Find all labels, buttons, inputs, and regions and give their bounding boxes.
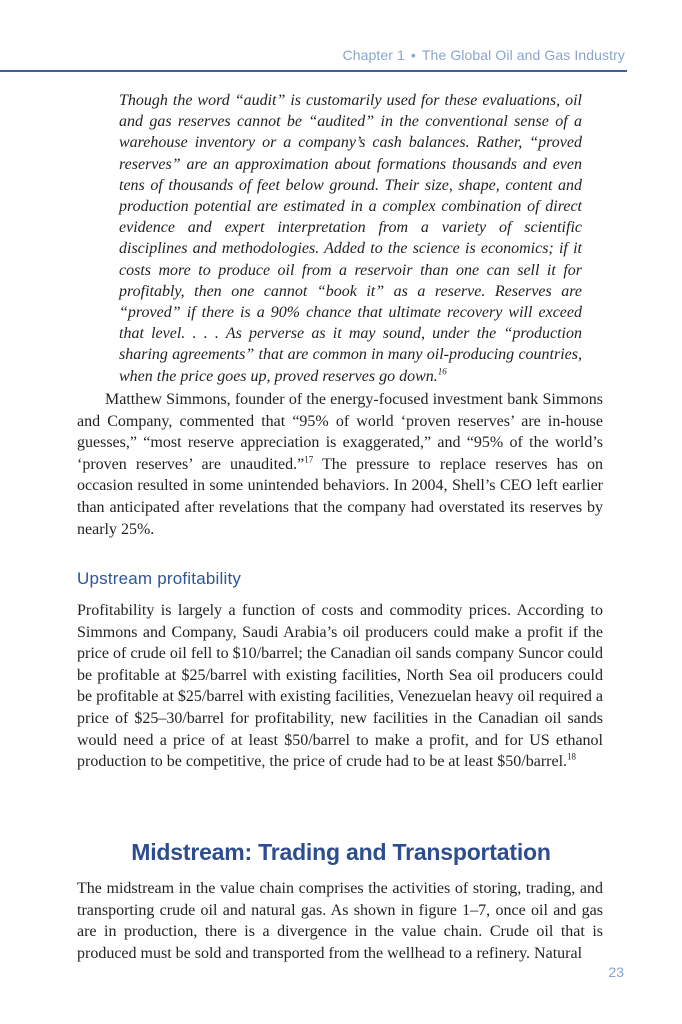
paragraph-upstream-profitability <box>77 600 603 773</box>
paragraph-midstream <box>77 878 603 964</box>
running-head <box>343 47 626 63</box>
endnote-ref-17: 17 <box>304 454 314 465</box>
endnote-ref-16: 16 <box>437 366 447 377</box>
block-quote <box>119 90 582 387</box>
chapter-label: Chapter 1 <box>342 47 405 63</box>
paragraph-text: Profitability is largely a function of costs and commodity prices. According to Simmons and Company, Saudi Arabia’s oil producers could make a profit if the price of crude oil fell to $10/barrel; the Canadian oil sands company Suncor could be profitable at $25/barrel with existing facilities, North Sea oil producers could be profitable at $25/barrel with existing facilities, Venezuelan heavy oil required a price of $25–30/barrel for profitability, new facilities in the Canadian oil sands would need a price of at least $50/barrel to make a profit, and for US ethanol production to be competitive, the price of crude had to be at least $50/barrel. <box>77 602 603 771</box>
paragraph-text-continued: The pressure to replace reserves has on occasion resulted in some unintended behaviors. In 2004, Shell’s CEO left earlier than anticipated after revelations that the company had overstated its reserves by nearly 25%. <box>77 455 603 538</box>
endnote-ref-18: 18 <box>567 751 577 762</box>
header-rule <box>0 70 627 72</box>
block-quote-text: Though the word “audit” is customarily used for these evaluations, oil and gas reserves cannot be “audited” in the conventional sense of a warehouse inventory or a company’s cash balances. Rather, “proved reserves” are an approximation about formations thousands and even tens of thousands of feet below ground. Their size, shape, content and production potential are estimated in a complex combination of direct evidence and expert interpretation from a variety of scientific disciplines and methodologies. Added to the science is economics; if it costs more to produce oil from a reservoir than one can sell it for profitably, then one cannot “book it” as a reserve. Reserves are “proved” if there is a 90% chance that ultimate recovery will exceed that level. . . . As perverse as it may sound, under the “production sharing agreements” that are common in many oil-producing countries, when the price goes up, proved reserves go down. <box>119 92 582 385</box>
running-head-title: The Global Oil and Gas Industry <box>421 47 625 63</box>
running-head-separator: • <box>410 47 416 63</box>
subsection-heading: Upstream profitability <box>77 569 242 588</box>
paragraph-reserves-criticism <box>77 389 603 540</box>
paragraph-text: Matthew Simmons, founder of the energy-focused investment bank Simmons and Company, commented that “95% of world ‘proven reserves’ are in-house guesses,” “most reserve appreciation is exaggerated,” and “95% of the world’s ‘proven reserves’ are unaudited.” <box>77 391 603 473</box>
section-heading: Midstream: Trading and Transportation <box>131 839 551 865</box>
paragraph-text: The midstream in the value chain comprises the activities of storing, trading, and transporting crude oil and natural gas. As shown in figure 1–7, once oil and gas are in production, there is a divergence in the value chain. Crude oil that is produced must be sold and transported from the wellhead to a refinery. Natural <box>77 880 603 962</box>
page-number: 23 <box>608 964 624 980</box>
